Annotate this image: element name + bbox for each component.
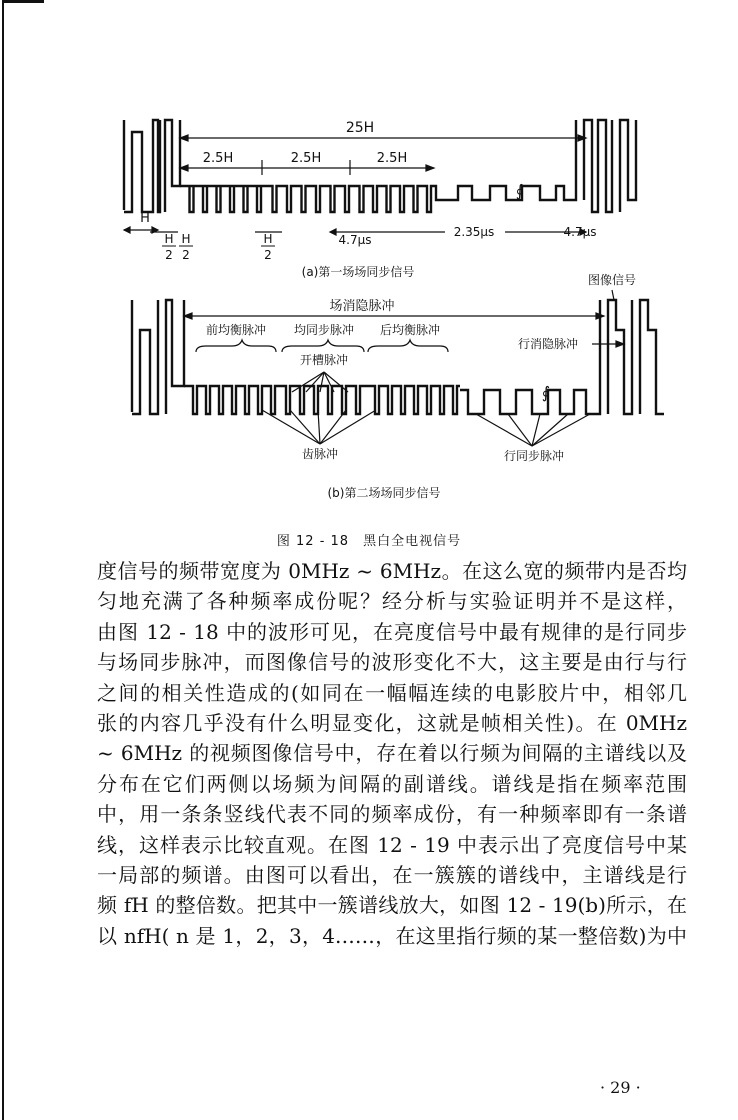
label-half-num-2: H <box>181 232 191 246</box>
label-post-equalizing: 后均衡脉冲 <box>379 323 441 337</box>
label-half-den-2: 2 <box>182 248 190 262</box>
page-number: · 29 · <box>600 1078 641 1097</box>
label-field-blanking: 场消隐脉冲 <box>329 299 395 314</box>
body-line: 分布在它们两侧以场频为间隔的副谱线。谱线是指在频率范围 <box>97 771 687 796</box>
figure-12-18 <box>0 0 738 540</box>
body-paragraph <box>97 556 687 951</box>
dimension-lines-b <box>184 290 624 446</box>
waveform-a-left <box>124 120 180 212</box>
waveform-b-left <box>132 300 184 414</box>
label-half-den-1: 2 <box>165 248 173 262</box>
figure-title: 图 12 - 18 黑白全电视信号 <box>276 534 462 549</box>
label-line-sync: 行同步脉冲 <box>503 449 565 463</box>
label-line-blanking: 行消隐脉冲 <box>517 337 579 351</box>
label-h: H <box>140 211 150 226</box>
body-line: 以 nfH( n 是 1，2，3，4……，在这里指行频的某一整倍数)为中 <box>97 923 687 948</box>
label-half-den-3: 2 <box>264 248 272 262</box>
label-25h: 25H <box>345 120 375 136</box>
waveform-a <box>124 120 636 212</box>
label-half-num-3: H <box>263 232 273 246</box>
body-line: 度信号的频带宽度为 0MHz ~ 6MHz。在这么宽的频带内是否均 <box>97 559 687 583</box>
body-line: 线，这样表示比较直观。在图 12 - 19 中表示出了亮度信号中某 <box>97 832 687 857</box>
break-mark-b: ∮ <box>541 383 551 402</box>
waveform-b <box>132 300 664 414</box>
body-line: 频 fH 的整倍数。把其中一簇谱线放大，如图 12 - 19(b)所示，在 <box>97 893 687 918</box>
label-pre-equalizing: 前均衡脉冲 <box>205 323 267 337</box>
label-slot-pulse: 开槽脉冲 <box>299 353 349 367</box>
body-line: 与场同步脉冲，而图像信号的波形变化不大，这主要是由行与行 <box>97 650 687 675</box>
label-image-signal: 图像信号 <box>587 273 637 287</box>
body-line: 由图 12 - 18 中的波形可见，在亮度信号中最有规律的是行同步 <box>97 619 687 644</box>
caption-a: (a)第一场场同步信号 <box>301 265 415 279</box>
waveform-a-right <box>432 120 636 212</box>
label-2-5h-3: 2.5H <box>376 151 408 166</box>
body-line: 中，用一条条竖线代表不同的频率成份，有一种频率即有一条谱 <box>97 802 687 827</box>
body-line: 一局部的频谱。由图可以看出，在一簇簇的谱线中，主谱线是行 <box>97 862 687 887</box>
body-line: 匀地充满了各种频率成份呢？经分析与实验证明并不是这样， <box>97 589 687 614</box>
break-mark-a: ∮ <box>515 181 525 200</box>
label-2-35us: 2.35μs <box>453 225 495 239</box>
body-line: ~ 6MHz 的视频图像信号中，存在着以行频为间隔的主谱线以及 <box>97 741 687 766</box>
body-line: 张的内容几乎没有什么明显变化，这就是帧相关性)。在 0MHz <box>97 710 687 735</box>
label-4-7us-1: 4.7μs <box>338 233 372 247</box>
waveform-b-right <box>460 300 664 414</box>
label-field-sync: 均同步脉冲 <box>293 323 355 337</box>
waveform-b-pulses <box>184 386 460 414</box>
label-4-7us-2: 4.7μs <box>563 225 597 239</box>
label-2-5h-1: 2.5H <box>202 151 234 166</box>
caption-b: (b)第二场场同步信号 <box>327 486 441 500</box>
label-half-num-1: H <box>164 232 174 246</box>
waveform-a-pulses <box>180 186 432 212</box>
label-serration: 齿脉冲 <box>301 447 339 461</box>
body-line: 之间的相关性造成的(如同在一幅幅连续的电影胶片中，相邻几 <box>97 680 687 705</box>
label-2-5h-2: 2.5H <box>290 151 322 166</box>
